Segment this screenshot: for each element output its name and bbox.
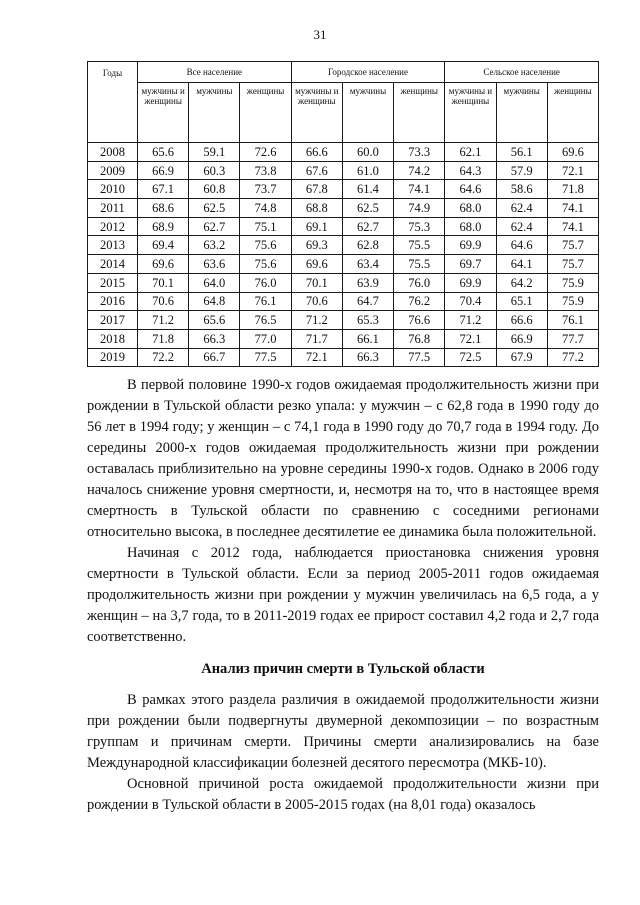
value-cell: 71.2 [138, 311, 189, 330]
value-cell: 75.5 [394, 255, 445, 274]
value-cell: 66.3 [189, 329, 240, 348]
value-cell: 62.1 [445, 143, 496, 162]
value-cell: 69.9 [445, 236, 496, 255]
value-cell: 75.7 [547, 236, 598, 255]
year-cell: 2016 [88, 292, 138, 311]
subheader-women: женщины [240, 83, 291, 143]
value-cell: 60.0 [342, 143, 393, 162]
value-cell: 62.7 [189, 217, 240, 236]
value-cell: 74.9 [394, 199, 445, 218]
value-cell: 69.7 [445, 255, 496, 274]
table-row [88, 236, 599, 255]
value-cell: 68.0 [445, 217, 496, 236]
table-body [88, 143, 599, 367]
year-cell: 2019 [88, 348, 138, 367]
year-cell: 2015 [88, 273, 138, 292]
value-cell: 71.7 [291, 329, 342, 348]
value-cell: 70.1 [291, 273, 342, 292]
value-cell: 64.6 [445, 180, 496, 199]
value-cell: 77.7 [547, 329, 598, 348]
value-cell: 75.9 [547, 292, 598, 311]
value-cell: 72.5 [445, 348, 496, 367]
paragraph-1990s: В первой половине 1990-х годов ожидаемая продолжительность жизни при рождении в Тульской области резко упала: у мужчин – с 62,8 года в 1990 году до 56 лет в 1994 году; у женщин – с 74,1 года в 1990 году до 70,7 года в 1994 году. До середины 2000-х годов ожидаемая продолжительность жизни при рождении оставалась приблизительно на уровне середины 1990-х годов. Однако в 2006 году началось снижение уровня смертности, и, несмотря на то, что в настоящее время смертность в Тульской области по сравнению с соседними регионами относительно высока, в последнее десятилетие ее динамика была положительной. [87, 377, 599, 540]
value-cell: 61.4 [342, 180, 393, 199]
value-cell: 59.1 [189, 143, 240, 162]
value-cell: 65.1 [496, 292, 547, 311]
value-cell: 74.1 [547, 217, 598, 236]
subheader-women: женщины [547, 83, 598, 143]
subheader-both: мужчины и женщины [291, 83, 342, 143]
subheader-both: мужчины и женщины [138, 83, 189, 143]
value-cell: 72.6 [240, 143, 291, 162]
paragraphs-after [87, 690, 599, 816]
value-cell: 77.0 [240, 329, 291, 348]
value-cell: 62.8 [342, 236, 393, 255]
value-cell: 65.3 [342, 311, 393, 330]
value-cell: 76.0 [240, 273, 291, 292]
table-row [88, 255, 599, 274]
value-cell: 71.2 [445, 311, 496, 330]
value-cell: 70.6 [291, 292, 342, 311]
value-cell: 75.9 [547, 273, 598, 292]
value-cell: 74.8 [240, 199, 291, 218]
value-cell: 58.6 [496, 180, 547, 199]
value-cell: 71.8 [547, 180, 598, 199]
value-cell: 63.2 [189, 236, 240, 255]
table-row [88, 199, 599, 218]
value-cell: 72.1 [445, 329, 496, 348]
paragraph-2012: Начиная с 2012 года, наблюдается приостановка снижения уровня смертности в Тульской области. Если за период 2005-2011 годов ожидаемая продолжительность жизни при рождении у мужчин увеличилась на 6,5 года, а у женщин – на 3,7 года, то в 2011-2019 годах ее прирост составил 4,2 года и 2,7 года соответственно. [87, 545, 599, 645]
value-cell: 67.1 [138, 180, 189, 199]
value-cell: 66.9 [496, 329, 547, 348]
value-cell: 64.2 [496, 273, 547, 292]
value-cell: 77.5 [394, 348, 445, 367]
table-row [88, 217, 599, 236]
paragraph-decomposition: В рамках этого раздела различия в ожидаемой продолжительности жизни при рождении были подвергнуты двумерной декомпозиции – по возрастным группам и причинам смерти. Причины смерти анализировались на базе Международной классификации болезней десятого пересмотра (МКБ-10). [87, 692, 599, 771]
value-cell: 64.6 [496, 236, 547, 255]
value-cell: 60.3 [189, 161, 240, 180]
table-row [88, 161, 599, 180]
value-cell: 76.0 [394, 273, 445, 292]
value-cell: 70.6 [138, 292, 189, 311]
year-cell: 2014 [88, 255, 138, 274]
value-cell: 68.0 [445, 199, 496, 218]
value-cell: 57.9 [496, 161, 547, 180]
value-cell: 63.4 [342, 255, 393, 274]
value-cell: 76.8 [394, 329, 445, 348]
value-cell: 64.7 [342, 292, 393, 311]
value-cell: 64.8 [189, 292, 240, 311]
value-cell: 66.6 [291, 143, 342, 162]
year-cell: 2010 [88, 180, 138, 199]
value-cell: 76.6 [394, 311, 445, 330]
value-cell: 65.6 [189, 311, 240, 330]
value-cell: 64.1 [496, 255, 547, 274]
value-cell: 77.2 [547, 348, 598, 367]
value-cell: 68.6 [138, 199, 189, 218]
value-cell: 75.1 [240, 217, 291, 236]
life-expectancy-table [87, 61, 599, 367]
subheader-men: мужчины [496, 83, 547, 143]
value-cell: 69.6 [138, 255, 189, 274]
value-cell: 66.9 [138, 161, 189, 180]
years-header: Годы [88, 62, 138, 143]
value-cell: 76.5 [240, 311, 291, 330]
value-cell: 69.6 [291, 255, 342, 274]
table-row [88, 329, 599, 348]
value-cell: 76.2 [394, 292, 445, 311]
value-cell: 62.5 [342, 199, 393, 218]
value-cell: 77.5 [240, 348, 291, 367]
value-cell: 62.7 [342, 217, 393, 236]
subheader-both: мужчины и женщины [445, 83, 496, 143]
value-cell: 63.6 [189, 255, 240, 274]
value-cell: 75.7 [547, 255, 598, 274]
value-cell: 68.9 [138, 217, 189, 236]
value-cell: 72.2 [138, 348, 189, 367]
value-cell: 72.1 [291, 348, 342, 367]
value-cell: 70.4 [445, 292, 496, 311]
subheader-row [88, 83, 599, 143]
value-cell: 75.5 [394, 236, 445, 255]
table-row [88, 348, 599, 367]
value-cell: 73.7 [240, 180, 291, 199]
year-cell: 2008 [88, 143, 138, 162]
value-cell: 76.1 [547, 311, 598, 330]
value-cell: 69.6 [547, 143, 598, 162]
group-header-rural: Сельское население [445, 62, 599, 83]
value-cell: 74.1 [394, 180, 445, 199]
value-cell: 75.6 [240, 236, 291, 255]
group-header-all: Все население [138, 62, 292, 83]
table-row [88, 292, 599, 311]
paragraph-main-cause: Основной причиной роста ожидаемой продолжительности жизни при рождении в Тульской области в 2005-2015 годах (на 8,01 года) оказалось [87, 776, 599, 813]
value-cell: 63.9 [342, 273, 393, 292]
subheader-men: мужчины [189, 83, 240, 143]
value-cell: 62.4 [496, 217, 547, 236]
value-cell: 70.1 [138, 273, 189, 292]
group-header-urban: Городское население [291, 62, 445, 83]
subheader-men: мужчины [342, 83, 393, 143]
value-cell: 66.6 [496, 311, 547, 330]
value-cell: 69.3 [291, 236, 342, 255]
table-row [88, 143, 599, 162]
value-cell: 62.4 [496, 199, 547, 218]
value-cell: 61.0 [342, 161, 393, 180]
value-cell: 73.8 [240, 161, 291, 180]
value-cell: 71.2 [291, 311, 342, 330]
value-cell: 66.3 [342, 348, 393, 367]
table-row [88, 311, 599, 330]
value-cell: 66.7 [189, 348, 240, 367]
value-cell: 69.9 [445, 273, 496, 292]
section-heading: Анализ причин смерти в Тульской области [201, 661, 485, 677]
value-cell: 73.3 [394, 143, 445, 162]
value-cell: 67.8 [291, 180, 342, 199]
value-cell: 65.6 [138, 143, 189, 162]
subheader-women: женщины [394, 83, 445, 143]
paragraphs-before [87, 375, 599, 648]
value-cell: 69.4 [138, 236, 189, 255]
year-cell: 2012 [88, 217, 138, 236]
page-number: 31 [313, 27, 327, 42]
value-cell: 66.1 [342, 329, 393, 348]
value-cell: 71.8 [138, 329, 189, 348]
value-cell: 67.6 [291, 161, 342, 180]
value-cell: 74.1 [547, 199, 598, 218]
value-cell: 64.3 [445, 161, 496, 180]
value-cell: 64.0 [189, 273, 240, 292]
value-cell: 60.8 [189, 180, 240, 199]
table-row [88, 273, 599, 292]
year-cell: 2018 [88, 329, 138, 348]
value-cell: 74.2 [394, 161, 445, 180]
value-cell: 56.1 [496, 143, 547, 162]
year-cell: 2017 [88, 311, 138, 330]
year-cell: 2009 [88, 161, 138, 180]
value-cell: 72.1 [547, 161, 598, 180]
value-cell: 69.1 [291, 217, 342, 236]
year-cell: 2011 [88, 199, 138, 218]
value-cell: 76.1 [240, 292, 291, 311]
value-cell: 75.3 [394, 217, 445, 236]
value-cell: 62.5 [189, 199, 240, 218]
year-cell: 2013 [88, 236, 138, 255]
table-row [88, 180, 599, 199]
value-cell: 67.9 [496, 348, 547, 367]
value-cell: 68.8 [291, 199, 342, 218]
value-cell: 75.6 [240, 255, 291, 274]
